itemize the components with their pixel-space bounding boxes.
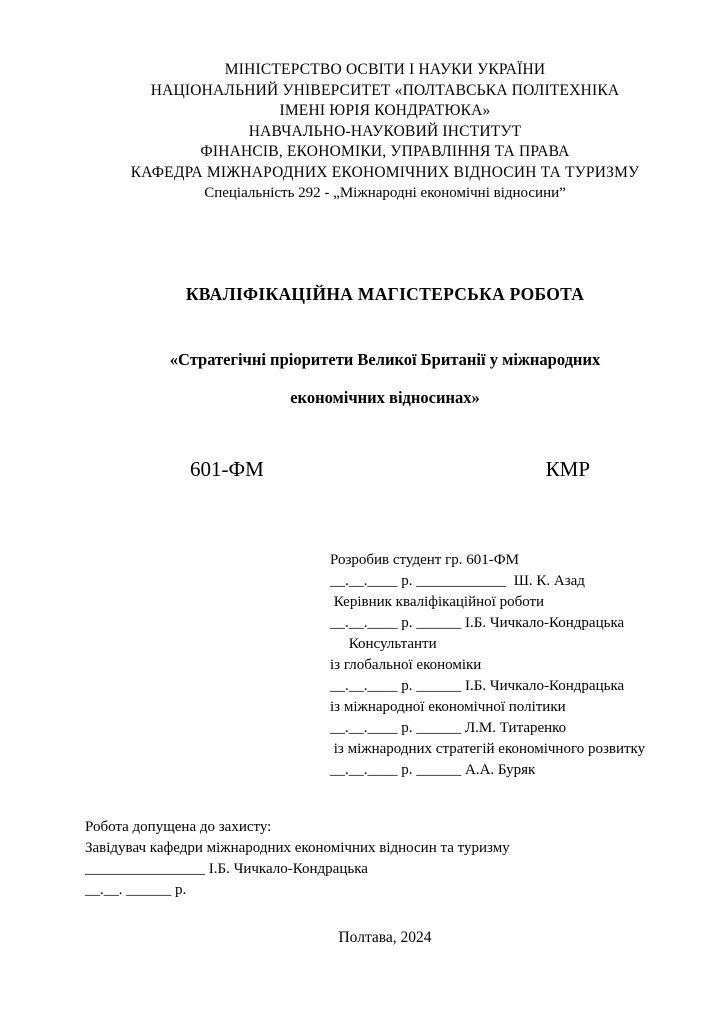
signature-line: із глобальної економіки: [330, 656, 482, 673]
group-code: 601-ФМ: [190, 456, 264, 481]
admission-line: Завідувач кафедри міжнародних економічних відносин та туризму: [85, 839, 510, 856]
thesis-topic: [85, 341, 685, 417]
university-line-2: ІМЕНІ ЮРІЯ КОНДРАТЮКА»: [279, 102, 491, 119]
city-year-line: Полтава, 2024: [338, 928, 432, 946]
signature-line: із міжнародної економічної політики: [330, 698, 566, 715]
signature-line: __.__.____ р. ______ І.Б. Чичкало-Кондрацька: [330, 614, 625, 631]
admission-line: Робота допущена до захисту:: [85, 818, 272, 835]
signature-line: Розробив студент гр. 601-ФМ: [330, 551, 519, 568]
department-line: КАФЕДРА МІЖНАРОДНИХ ЕКОНОМІЧНИХ ВІДНОСИН ТА ТУРИЗМУ: [130, 163, 640, 181]
signature-line: __.__.____ р. ______ І.Б. Чичкало-Кондрацька: [330, 677, 625, 694]
work-type-code: КМР: [545, 456, 590, 481]
codes-row: [85, 457, 685, 482]
institute-line-2: ФІНАНСІВ, ЕКОНОМІКИ, УПРАВЛІННЯ ТА ПРАВА: [200, 143, 570, 160]
university-header: [85, 60, 685, 204]
signature-line: із міжнародних стратегій економічного розвитку: [330, 740, 646, 757]
signature-block: [330, 550, 685, 781]
ministry-line: МІНІСТЕРСТВО ОСВІТИ І НАУКИ УКРАЇНИ: [224, 61, 546, 78]
work-title: КВАЛІФІКАЦІЙНА МАГІСТЕРСЬКА РОБОТА: [185, 283, 585, 304]
signature-line: __.__.____ р. ______ Л.М. Титаренко: [330, 719, 567, 736]
thesis-topic-line-2: економічних відносинах»: [290, 387, 480, 407]
university-line-1: НАЦІОНАЛЬНИЙ УНІВЕРСИТЕТ «ПОЛТАВСЬКА ПОЛІТЕХНІКА: [150, 81, 620, 99]
specialty-line: Спеціальність 292 - „Міжнародні економічні відносини”: [204, 185, 566, 201]
admission-line: __.__. ______ р.: [85, 881, 187, 898]
admission-line: ________________ І.Б. Чичкало-Кондрацька: [85, 860, 368, 877]
signature-line: __.__.____ р. ______ А.А. Буряк: [330, 761, 536, 778]
admission-block: [85, 817, 685, 901]
thesis-topic-line-1: «Стратегічні пріоритети Великої Британії у міжнародних: [169, 349, 601, 369]
signature-line: Керівник кваліфікаційної роботи: [330, 593, 545, 610]
signature-line: __.__.____ р. ____________ Ш. К. Азад: [330, 572, 585, 589]
signature-line: Консультанти: [330, 635, 437, 652]
institute-line-1: НАВЧАЛЬНО-НАУКОВИЙ ІНСТИТУТ: [248, 122, 522, 140]
